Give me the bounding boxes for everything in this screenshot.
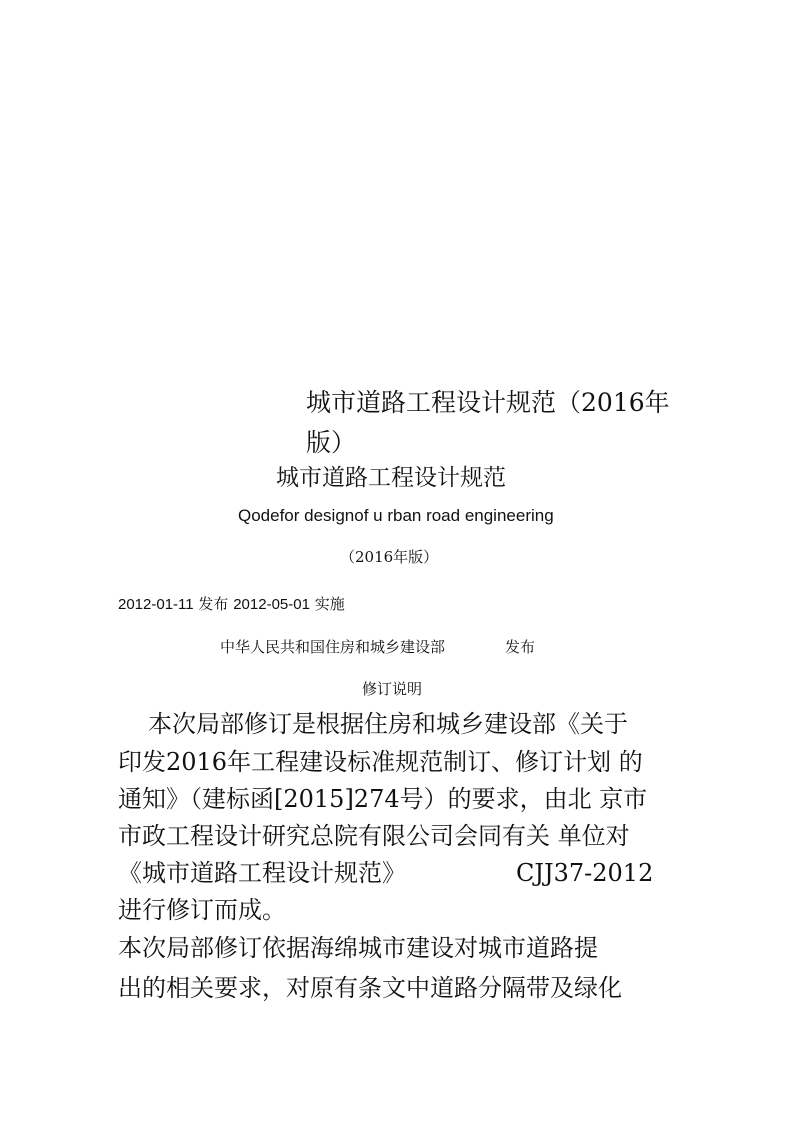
body-line-6: 进行修订而成。	[118, 896, 286, 924]
body-line-2: 印发2016年工程建设标准规范制订、修订计划 的	[118, 748, 643, 776]
standard-name: 《城市道路工程设计规范》	[118, 859, 406, 887]
document-title-line-1: 城市道路工程设计规范（2016年	[306, 388, 670, 417]
document-edition: （2016年版）	[340, 548, 439, 566]
issue-date: 2012-01-11	[118, 596, 194, 613]
body-line-5	[118, 857, 654, 889]
body-line-8: 出的相关要求，对原有条文中道路分隔带及绿化	[118, 974, 622, 1002]
body-line-7: 本次局部修订依据海绵城市建设对城市道路提	[118, 934, 598, 962]
document-title-line-2: 版）	[306, 428, 357, 457]
section-title: 修订说明	[362, 680, 423, 698]
body-line-4: 市政工程设计研究总院有限公司会同有关 单位对	[118, 822, 630, 850]
document-main-title: 城市道路工程设计规范	[276, 465, 506, 491]
issue-label: 发布	[198, 595, 229, 613]
standard-code: CJJ37-2012	[516, 859, 654, 887]
body-line-1: 本次局部修订是根据住房和城乡建设部《关于	[148, 710, 628, 738]
issuer-line	[220, 637, 535, 657]
issue-dates	[118, 594, 345, 615]
effective-date: 2012-05-01	[233, 596, 310, 613]
document-english-title: Qodefor designof u rban road engineering	[238, 506, 554, 525]
issuer-name: 中华人民共和国住房和城乡建设部	[220, 638, 446, 656]
effective-label: 实施	[314, 595, 345, 613]
issuer-action: 发布	[505, 638, 536, 656]
body-line-3: 通知》（建标函[2015]274号）的要求，由北 京市	[118, 785, 648, 813]
